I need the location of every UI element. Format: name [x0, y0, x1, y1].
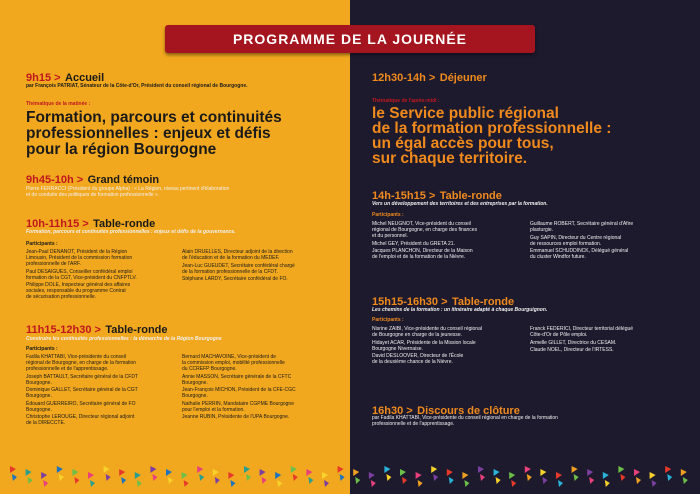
decorative-shape [57, 466, 63, 473]
decorative-shape [119, 469, 125, 476]
decorative-shape [416, 472, 422, 479]
tr1-time: 10h-11h15 > [26, 218, 89, 230]
decorative-shape [636, 477, 641, 484]
decorative-shape [275, 472, 281, 479]
decorative-shape [433, 474, 438, 481]
cloture-desc-line-1: par Fadila KHATTABI, Vice-présidente du conseil régional en charge de la formation [372, 415, 558, 421]
tr4-subtitle: Les chemins de la formation : un itinéraire adapté à chaque Bourguignon. [372, 307, 548, 313]
dejeuner-title: Déjeuner [439, 72, 487, 84]
tr3-title: Table-ronde [439, 190, 502, 202]
temoin-time: 9h45-10h > [26, 174, 84, 186]
decorative-shape [402, 477, 407, 484]
decorative-shape [168, 477, 173, 484]
morning-theme-title [26, 110, 346, 158]
decorative-shape [634, 469, 640, 476]
decorative-shape [324, 480, 329, 487]
decorative-shape [587, 469, 593, 476]
decorative-shape [496, 477, 501, 484]
decorative-shape [277, 480, 282, 487]
decorative-shape [199, 474, 204, 481]
decorative-shape [371, 480, 376, 487]
decorative-shape [652, 480, 657, 487]
decorative-shape [620, 474, 625, 481]
temoin-desc-line-2: et de conduite des politiques de formation professionnelle ». [26, 192, 160, 198]
dejeuner-time: 12h30-14h > [372, 72, 436, 84]
decorative-shape [197, 466, 203, 473]
tr2-participant: Annie MASSON, Secrétaire générale de la CFTC Bourgogne. [182, 373, 292, 386]
decorative-shape [480, 474, 485, 481]
decorative-shape [88, 472, 94, 479]
decorative-shape [665, 466, 671, 473]
decorative-shape [308, 477, 313, 484]
decorative-shape [150, 466, 156, 473]
decorative-shape [322, 472, 328, 479]
decorative-shape [215, 477, 220, 484]
accueil-title: Accueil [65, 72, 105, 84]
tr2-title: Table-ronde [105, 324, 168, 336]
decorative-shape [10, 466, 16, 473]
cloture-title: Discours de clôture [417, 405, 520, 417]
tr4-participant: David DESLOOVER, Directeur de l'École de la deuxième chance de la Nièvre. [372, 353, 464, 366]
accueil-desc: par François PATRIAT, Sénateur de la Côte-d'Or, Président du conseil régional de Bourgogne. [26, 83, 248, 89]
decorative-shape [418, 480, 423, 487]
tr4-participant: Claude NOEL, Directeur de l'IRTESS. [530, 347, 614, 354]
tr2-participant: Édouard GUERREIRO, Secrétaire général de FO Bourgogne. [26, 400, 136, 413]
afternoon-theme-line-1: le Service public régional [372, 105, 559, 122]
decorative-shape [509, 472, 515, 479]
tr1-participant: Paul DESAIGUES, Conseiller confédéral emploi formation de la CGT, Vice-président du CNFPTLV. [26, 268, 137, 281]
dejeuner-heading [372, 68, 487, 86]
temoin-title: Grand témoin [87, 174, 160, 186]
decorative-shape [556, 472, 562, 479]
decorative-shape [340, 474, 345, 481]
tr3-participants-label: Participants : [372, 212, 404, 218]
decorative-shape [182, 472, 188, 479]
decorative-shape [260, 469, 266, 476]
decorative-shape [230, 480, 235, 487]
decorative-shape [293, 474, 298, 481]
morning-theme-line-3: pour la région Bourgogne [26, 141, 217, 158]
decorative-shape [511, 480, 516, 487]
decorative-shape [184, 480, 189, 487]
decorative-shape [400, 469, 406, 476]
tr3-subtitle: Vers un développement des territoires et des entreprises par la formation. [372, 201, 548, 207]
afternoon-theme-line-4: sur chaque territoire. [372, 150, 528, 167]
decorative-shape [262, 477, 267, 484]
tr2-participant: Nathalie PERRIN, Mandataire CGPME Bourgogne pour l'emploi et la formation. [182, 400, 294, 413]
tr1-title: Table-ronde [93, 218, 156, 230]
decorative-shape [478, 466, 484, 473]
tr1-participant: Jean-Luc GUEUDET, Secrétaire confédéral chargé de la formation professionnelle de la CFDT. [182, 262, 295, 275]
decorative-shape [540, 469, 546, 476]
decorative-shape [12, 474, 17, 481]
tr1-participant: Jean-Paul DENANOT, Président de la Région Limousin, Président de la commission formation professionnelle de l'ARF. [26, 249, 133, 267]
tr3-participant: Michel NEUGNOT, Vice-président du conseil régional de Bourgogne, en charge des finances et du personnel. [372, 221, 478, 239]
decorative-shape [667, 474, 672, 481]
tr2-participant: Joseph BATTAULT, Secrétaire général de la CFDT Bourgogne. [26, 373, 138, 386]
tr1-col1 [26, 249, 176, 302]
tr1-participant: Philippe DOLE, Inspecteur général des affaires sociales, responsable du programme Contrat de sécurisation professionnelle. [26, 282, 131, 301]
decorative-shape [166, 469, 172, 476]
decorative-shape [74, 477, 79, 484]
afternoon-theme-line-3: un égal accès pour tous, [372, 135, 554, 152]
afternoon-theme-line-2: de la formation professionnelle : [372, 120, 612, 137]
tr4-col2 [530, 326, 690, 355]
decorative-shape [603, 472, 609, 479]
decorative-shape [59, 474, 64, 481]
temoin-desc [26, 186, 346, 198]
tr2-subtitle: Construire les continuités professionnelles : la démarche de la Région Bourgogne [26, 336, 222, 342]
decorative-shape [464, 480, 469, 487]
decorative-shape [386, 474, 391, 481]
decorative-shape [447, 469, 453, 476]
page-title: PROGRAMME DE LA JOURNÉE [232, 31, 468, 47]
decorative-shape [28, 477, 33, 484]
decorative-shape [26, 469, 32, 476]
decorative-shape [431, 466, 437, 473]
decorative-shape [618, 466, 624, 473]
tr4-col1 [372, 326, 522, 367]
accueil-time: 9h15 > [26, 72, 61, 84]
tr1-participants-label: Participants : [26, 241, 58, 247]
cloture-time: 16h30 > [372, 405, 413, 417]
tr3-participant: Emmanuel SCHUDDINCK, Délégué général du cluster Windfor future. [530, 248, 629, 261]
cloture-desc-line-2: professionnelle et de l'apprentissage. [372, 421, 455, 427]
decorative-shape [462, 472, 468, 479]
tr1-col2 [182, 249, 344, 284]
tr4-participant: Armelle GILLET, Directrice du CESAM. [530, 339, 617, 346]
tr2-participant: Dominique GALLET, Secrétaire général de la CGT Bourgogne. [26, 387, 138, 400]
temoin-desc-line-1: Pierre FERRACCI (Président du groupe Alpha) : « La Région, niveau pertinent d'élaboration [26, 186, 230, 192]
decorative-shape [137, 480, 142, 487]
decorative-shape [369, 472, 375, 479]
tr2-col1 [26, 354, 176, 428]
decorative-shape [106, 474, 111, 481]
tr3-participant: Guy SAPIN, Directeur du Centre régional de ressources emploi formation. [530, 234, 622, 247]
decorative-shape [605, 480, 610, 487]
tr3-col1 [372, 221, 522, 262]
decorative-shape [213, 469, 219, 476]
afternoon-theme-title [372, 106, 692, 166]
decorative-shape [683, 477, 688, 484]
decorative-shape [572, 466, 578, 473]
decorative-shape [306, 469, 312, 476]
tr4-participant: Franck FEDERICI, Directeur territorial délégué Côte-d'Or de Pôle emploi. [530, 326, 634, 338]
tr1-participant: Stéphane LARDY, Secrétaire confédéral de FO. [182, 276, 288, 283]
tr2-participant: Jeanne RUBIN, Présidente de l'UPA Bourgogne. [182, 414, 290, 421]
tr3-time: 14h-15h15 > [372, 190, 436, 202]
decorative-shape [494, 469, 500, 476]
decorative-shape [135, 472, 141, 479]
decorative-shape [589, 477, 594, 484]
decorative-shape [525, 466, 531, 473]
decorative-shape [449, 477, 454, 484]
tr4-participant: Nisrine ZAIBI, Vice-présidente du conseil régional de Bourgogne en charge de la jeunesse. [372, 326, 482, 338]
decorative-shape [104, 466, 110, 473]
tr2-participant: Fadila KHATTABI, Vice-présidente du conseil régional de Bourgogne, en charge de la formation professionnelle et de l'apprentissage. [26, 354, 137, 372]
decorative-shape [338, 466, 344, 473]
decorative-shape [650, 472, 656, 479]
decorative-shape [542, 477, 547, 484]
decorative-shape [384, 466, 390, 473]
tr4-participants-label: Participants : [372, 317, 404, 323]
decorative-shape [43, 480, 48, 487]
decorative-shape [355, 477, 360, 484]
decorative-shape [228, 472, 234, 479]
morning-theme-line-2: professionnelles : enjeux et défis [26, 125, 271, 142]
page-title-banner [165, 25, 535, 53]
tr4-title: Table-ronde [451, 296, 515, 308]
decorative-shape [72, 469, 78, 476]
decorative-shape [90, 480, 95, 487]
tr3-participant: Jacques PLANCHON, Directeur de la Maison de l'emploi et de la formation de la Nièvre. [372, 248, 473, 261]
tr3-participant: Michel GEY, Président du GRETA 21. [372, 240, 455, 247]
tr3-participant: Guillaume ROBERT, Secrétaire général d'Afire plasturgie. [530, 221, 634, 233]
decorative-shape [291, 466, 297, 473]
decorative-shape [152, 474, 157, 481]
tr2-participant: Bernard MACHAVOINE, Vice-président de la commission emploi, mobilité professionnelle du CCREFP Bourgogne. [182, 354, 285, 372]
morning-theme-label: Thématique de la matinée : [26, 101, 91, 107]
decorative-shape [353, 469, 359, 476]
tr4-participant: Hidayet ACAR, Présidente de la Mission locale Bourgogne Nivernaise. [372, 339, 476, 352]
tr1-participant: Alain DRUELLES, Directeur adjoint de la direction de l'éducation et de la formation du MEDEF. [182, 249, 293, 261]
decorative-shape [527, 474, 532, 481]
decorative-shape [681, 469, 687, 476]
decorative-shape [246, 474, 251, 481]
tr2-time: 11h15-12h30 > [26, 324, 101, 336]
tr2-participants-label: Participants : [26, 346, 58, 352]
tr2-participant: Christophe LEROUGE, Directeur régional adjoint de la DIRECCTE. [26, 414, 135, 427]
decorative-shape [121, 477, 126, 484]
decorative-shape [574, 474, 579, 481]
decorative-shape [558, 480, 563, 487]
tr4-time: 15h15-16h30 > [372, 296, 448, 308]
tr3-col2 [530, 221, 690, 262]
cloture-desc [372, 415, 692, 427]
tr2-participant: Jean-François MICHON, Président de la CFE-CGC Bourgogne. [182, 387, 296, 400]
decorative-shape [41, 472, 47, 479]
tr1-subtitle: Formation, parcours et continuités professionnelles : enjeux et défis de la gouvernance. [26, 229, 236, 235]
morning-theme-line-1: Formation, parcours et continuités [26, 109, 282, 126]
decorative-figures [0, 458, 700, 488]
decorative-shape [244, 466, 250, 473]
afternoon-theme-label: Thématique de l'après-midi : [372, 98, 440, 104]
tr2-col2 [182, 354, 344, 422]
